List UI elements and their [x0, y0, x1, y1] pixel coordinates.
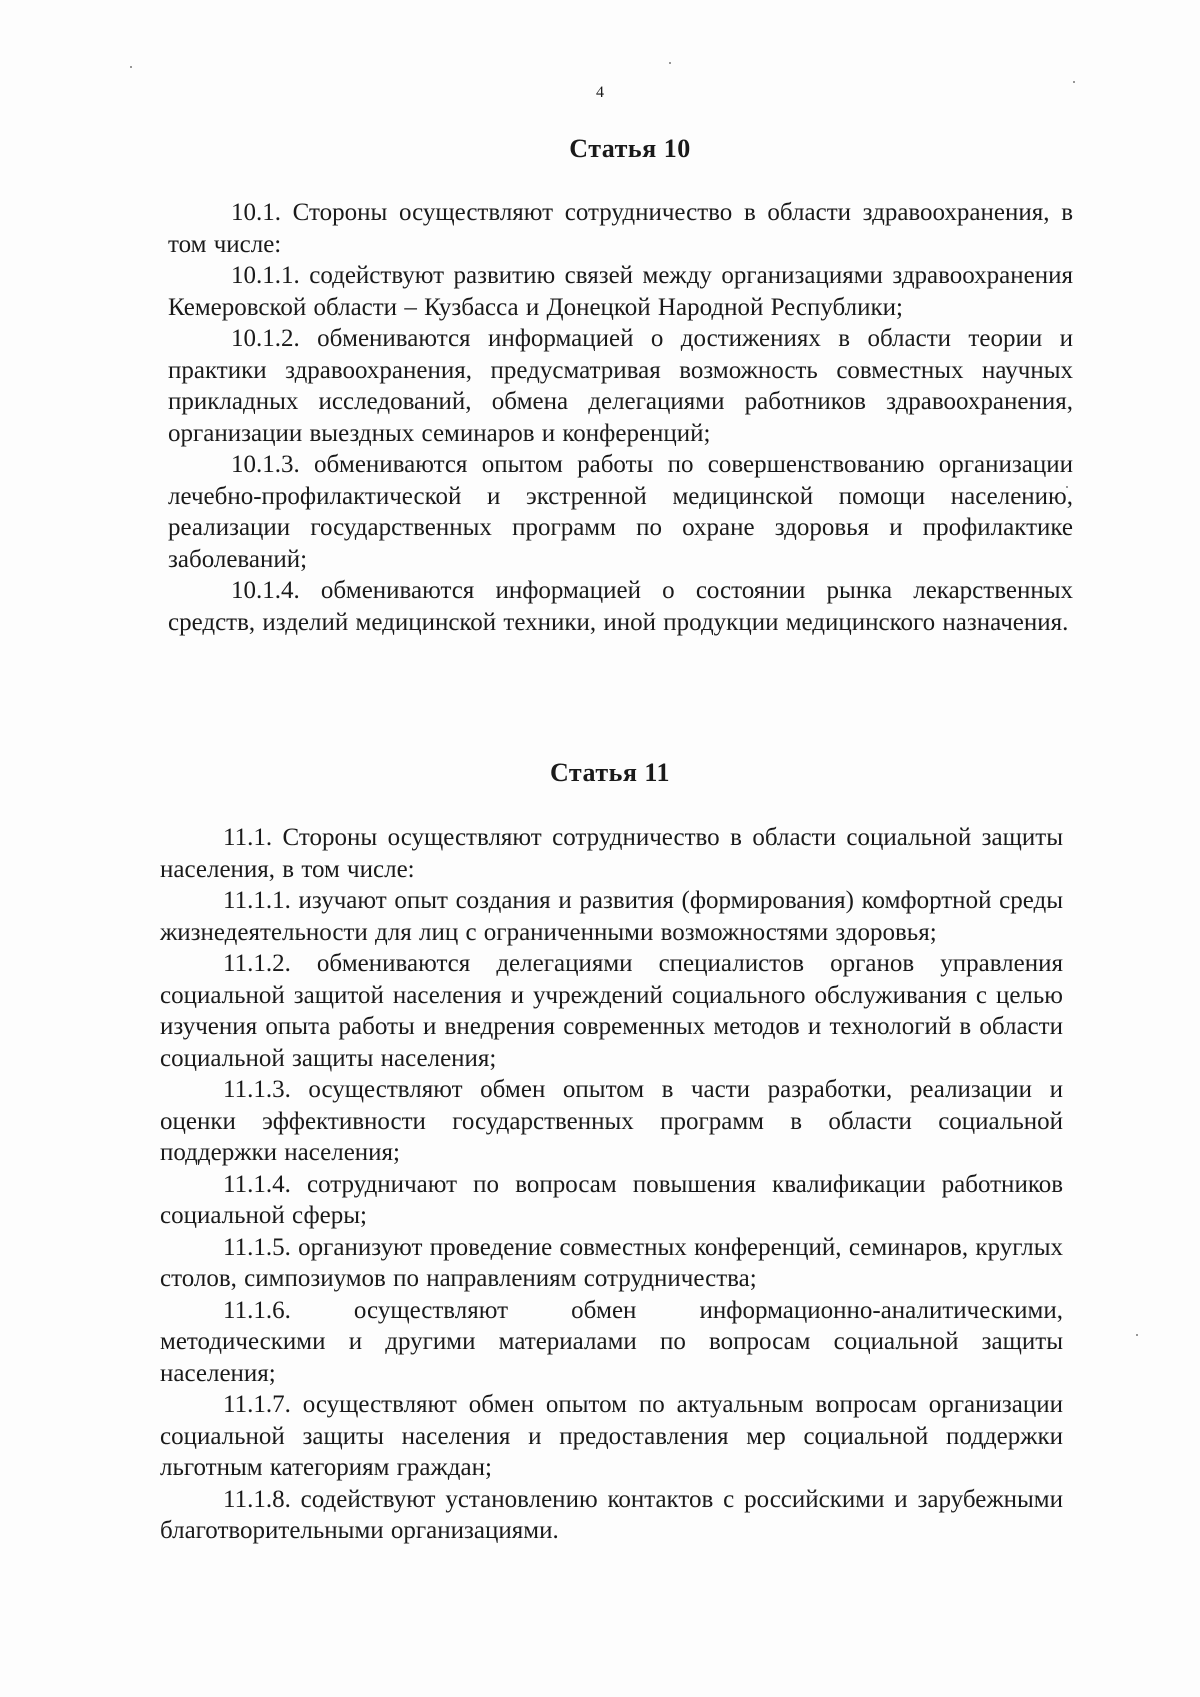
- scan-speck: [1073, 81, 1075, 83]
- paragraph-11-1-3: 11.1.3. осуществляют обмен опытом в части разработки, реализации и оценки эффективности государственных программ в области социальной поддержки населения;: [160, 1076, 1063, 1166]
- paragraph-11-1: 11.1. Стороны осуществляют сотрудничество в области социальной защиты населения, в том числе:: [160, 824, 1063, 883]
- paragraph-10-1-3: 10.1.3. обмениваются опытом работы по совершенствованию организации лечебно-профилактической и экстренной медицинской помощи населению, реализации государственных программ по охране здоровья и профилактике заболеваний;: [168, 451, 1073, 573]
- paragraph-11-1-2: 11.1.2. обмениваются делегациями специалистов органов управления социальной защитой населения и учреждений социального обслуживания с целью изучения опыта работы и внедрения современных методов и технологий в области социальной защиты населения;: [160, 950, 1063, 1072]
- article-11-heading: Статья 11: [549, 758, 670, 787]
- paragraph-10-1-4: 10.1.4. обмениваются информацией о состоянии рынка лекарственных средств, изделий медицинской техники, иной продукции медицинского назначения.: [168, 577, 1073, 636]
- article-10-body: [168, 197, 1073, 638]
- scan-speck: [130, 66, 132, 68]
- page-number: 4: [596, 84, 604, 101]
- scan-speck: [1136, 1334, 1138, 1336]
- article-10-heading: Статья 10: [569, 134, 691, 163]
- paragraph-10-1-2: 10.1.2. обмениваются информацией о достижениях в области теории и практики здравоохранения, предусматривая возможность совместных научных прикладных исследований, обмена делегациями работников здравоохранения, организации выездных семинаров и конференций;: [168, 325, 1073, 447]
- paragraph-10-1: 10.1. Стороны осуществляют сотрудничество в области здравоохранения, в том числе:: [168, 199, 1073, 258]
- paragraph-11-1-1: 11.1.1. изучают опыт создания и развития (формирования) комфортной среды жизнедеятельности для лиц с ограниченными возможностями здоровья;: [160, 887, 1063, 946]
- paragraph-11-1-6: 11.1.6. осуществляют обмен информационно-аналитическими, методическими и другими материалами по вопросам социальной защиты населения;: [160, 1296, 1063, 1387]
- paragraph-11-1-8: 11.1.8. содействуют установлению контактов с российскими и зарубежными благотворительными организациями.: [160, 1485, 1063, 1544]
- paragraph-11-1-5: 11.1.5. организуют проведение совместных конференций, семинаров, круглых столов, симпозиумов по направлениям сотрудничества;: [160, 1233, 1063, 1292]
- paragraph-10-1-1: 10.1.1. содействуют развитию связей между организациями здравоохранения Кемеровской области – Кузбасса и Донецкой Народной Республики;: [168, 262, 1073, 321]
- article-11-body: [160, 822, 1063, 1547]
- paragraph-11-1-4: 11.1.4. сотрудничают по вопросам повышения квалификации работников социальной сферы;: [160, 1170, 1063, 1229]
- paragraph-11-1-7: 11.1.7. осуществляют обмен опытом по актуальным вопросам организации социальной защиты населения и предоставления мер социальной поддержки льготным категориям граждан;: [160, 1391, 1063, 1481]
- scan-speck: [669, 62, 671, 64]
